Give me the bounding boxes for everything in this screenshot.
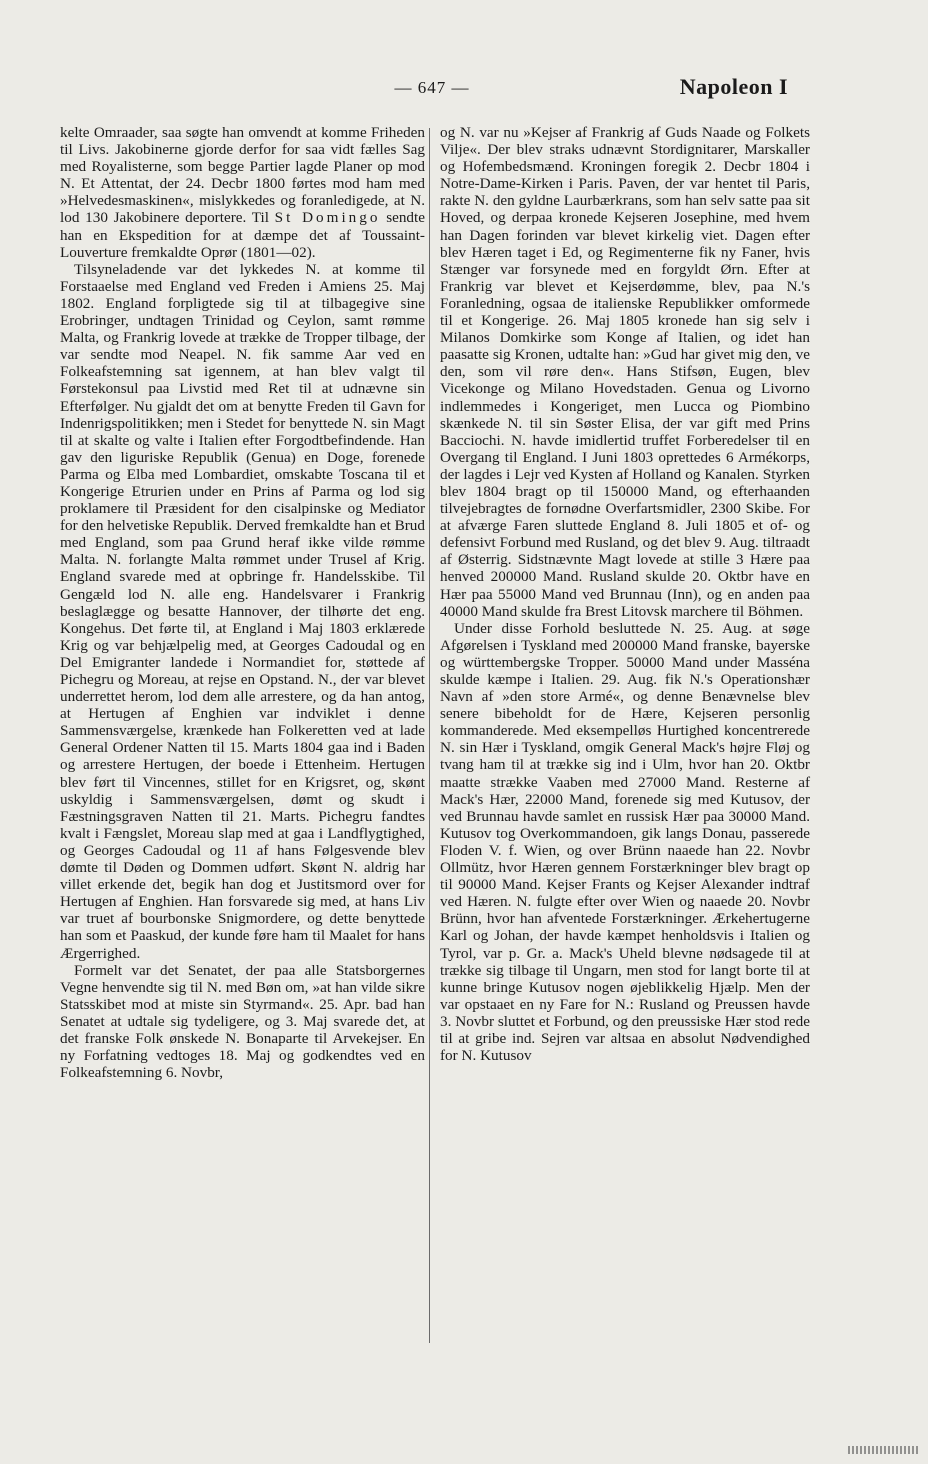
left-paragraph-3: Formelt var det Senatet, der paa alle Statsborgernes Vegne henvendte sig til N. med Bøn om, »at han vilde sikre Statsskibet mod at miste sin Styrmand«. 25. Apr. bad han Senatet at udtale sig tydeligere, og 3. Maj svarede det, at det franske Folk ønskede N. Bonaparte til Arvekejser. En ny Forfatning vedtoges 18. Maj og godkendtes ved en Folkeafstemning 6. Novbr, xyxy=(60,961,425,1082)
page-number: — 647 — xyxy=(394,78,470,97)
right-paragraph-2: Under disse Forhold besluttede N. 25. Aug. at søge Afgørelsen i Tyskland med 200000 Mand franske, bayerske og württembergske Tropper. 50000 Mand under Masséna skulde kæmpe i Italien. 29. Aug. fik N.'s Operationshær Navn af »den store Armé«, og denne Benævnelse blev senere bibeholdt for de Hære, Kejseren personlig kommanderede. Med eksempelløs Hurtighed koncentrerede N. sin Hær i Tyskland, omgik General Mack's højre Fløj og tvang ham til at trække sig ind i Ulm, hvor han 20. Oktbr maatte strække Vaaben med 27000 Mand. Resterne af Mack's Hær, 22000 Mand, forenede sig med Kutusov, der ved Brunnau havde samlet en russisk Hær paa 30000 Mand. Kutusov tog Overkommandoen, gik langs Donau, passerede Floden V. f. Wien, og over Brünn naaede han 22. Novbr Ollmütz, hvor Hæren gennem Forstærkninger blev bragt op til 90000 Mand. Kejser Frants og Kejser Alexander indtraf ved Hæren. N. fulgte efter over Wien og naaede 20. Novbr Brünn, hvor han afventede Forstærkninger. Ærkehertugerne Karl og Johan, der havde kæmpet henholdsvis i Italien og Tyrol, var p. Gr. a. Mack's Uheld blevne nødsagede til at trække sig tilbage til Ungarn, men stod for langt borte til at kunne bringe Kutusov nogen øjeblikkelig Hjælp. Men der var opstaaet en ny Fare for N.: Rusland og Preussen havde 3. Novbr sluttet et Forbund, og den preussiske Hær stod rede til at gribe ind. Sejren var altsaa en absolut Nødvendighed for N. Kutusov xyxy=(440,619,810,1065)
left-p1-text-b: sendte han en Ekspedition for at dæmpe det af Toussaint-Louverture fremkaldte Oprør (1801—02). xyxy=(60,209,425,261)
running-head: Napoleon I xyxy=(679,74,788,99)
left-paragraph-2: Tilsyneladende var det lykkedes N. at komme til Forstaaelse med England ved Freden i Amiens 25. Maj 1802. England forpligtede sig til at tilbagegive sine Erobringer, undtagen Trinidad og Ceylon, samt rømme Malta, og Frankrig lovede at trække de Tropper tilbage, der var sendte mod Neapel. N. fik samme Aar ved en Folkeafstemning sat igennem, at han blev valgt til Førstekonsul paa Livstid med Ret til at udnævne sin Efterfølger. Nu gjaldt det om at benytte Freden til Gavn for Indenrigspolitikken; men i Stedet for benyttede N. sin Magt til at skalte og valte i Italien efter Forgodtbefindende. Han gav den liguriske Republik (Genua) en Doge, forenede Parma og Elba med Lombardiet, omskabte Toscana til et Kongerige Etrurien under en Prins af Parma og lod sig proklamere til Præsident for den cisalpinske og Mediator for den helvetiske Republik. Derved fremkaldte han et Brud med England, som paa Grund heraf ikke vilde rømme Malta. N. forlangte Malta rømmet under Trusel af Krig. England svarede med at opbringe fr. Handelsskibe. Til Gengæld lod N. alle eng. Handelsvarer i Frankrig beslaglægge og besatte Hannover, der tilhørte det eng. Kongehus. Det førte til, at England i Maj 1803 erklærede Krig og var behjælpelig med, at Georges Cadoudal og en Del Emigranter landede i Normandiet for, støttede af Pichegru og Moreau, at rejse en Opstand. N., der var blevet underrettet herom, lod dem alle arrestere, og da han antog, at Hertugen af Enghien var indviklet i denne Sammensværgelse, krænkede han Folkeretten ved at lade General Ordener Natten til 15. Marts 1804 gaa ind i Baden og arrestere Hertugen, der boede i Ettenheim. Hertugen blev ført til Vincennes, stillet for en Krigsret, og, skønt uskyldig i Sammensværgelsen, dømt og skudt i Fæstningsgraven Natten til 21. Marts. Pichegru fandtes kvalt i Fængslet, Moreau slap med at gaa i Landflygtighed, og Georges Cadoudal og 11 af hans Følgesvende blev dømte til Døden og Dommen udført. Skønt N. aldrig har villet erkende det, begik han dog et Justitsmord over for Hertugen af Enghien. Han forsvarede sig med, at hans Liv var truet af bourbonske Snigmordere, og dette benyttede han som et Paaskud, der kunde føre ham til Maalet for hans Ærgerrighed. xyxy=(60,260,425,962)
left-paragraph-1 xyxy=(60,124,425,261)
left-column xyxy=(60,124,425,1081)
scan-mark xyxy=(848,1446,918,1454)
right-column xyxy=(440,124,810,1064)
column-divider xyxy=(429,128,430,1343)
left-p1-spaced-name: St Domingo xyxy=(274,209,381,227)
right-paragraph-1: og N. var nu »Kejser af Frankrig af Guds Naade og Folkets Vilje«. Der blev straks udnævnt Stordignitarer, Marskaller og Hofembedsmænd. Kroningen foregik 2. Decbr 1804 i Notre-Dame-Kirken i Paris. Paven, der var hentet til Paris, rakte N. den gyldne Laurbærkrans, som han selv satte paa sit Hoved, og derpaa kronede Kejseren Josephine, med hvem han Dagen forinden var blevet kirkelig viet. Dagen efter blev Hæren taget i Ed, og Regimenterne fik ny Faner, hvis Stænger var forsynede med en forgyldt Ørn. Efter at Frankrig var blevet et Kejserdømme, blev, paa N.'s Foranledning, ogsaa de italienske Republikker omformede til et Kongerige. 26. Maj 1805 kronede han sig selv i Milanos Domkirke som Konge af Italien, og idet han paasatte sig Kronen, udtalte han: »Gud har givet mig den, ve den, som vil røre den«. Hans Stifsøn, Eugen, blev Vicekonge og Milano Hovedstaden. Genua og Livorno indlemmedes i Kongeriget, men Lucca og Piombino skænkede N. til sin Søster Elisa, der var gift med Prins Bacciochi. N. havde imidlertid truffet Forberedelser til en Overgang til England. I Juni 1803 oprettedes 6 Armékorps, der lagdes i Lejr ved Kysten af Holland og Kanalen. Styrken blev 1804 bragt op til 150000 Mand, og efterhaanden tilvejebragtes de fornødne Overfartsmidler, 2300 Skibe. For at afværge Faren sluttede England 8. Juli 1805 et of- og defensivt Forbund med Rusland, og det blev 9. Aug. tiltraadt af Østerrig. Sidstnævnte Magt lovede at stille 3 Hære paa henved 200000 Mand. Rusland skulde 20. Oktbr have en Hær paa 55000 Mand ved Brunnau (Inn), og en anden paa 40000 Mand skulde fra Brest Litovsk marchere til Böhmen. xyxy=(440,124,810,620)
left-p1-text-a: kelte Omraader, saa søgte han omvendt at komme Friheden til Livs. Jakobinerne gjorde derfor for saa vidt fælles Sag med Royalisterne, som begge Partier lagde Planer op mod N. Et Attentat, der 24. Decbr 1800 førtes mod ham med »Helvedesmaskinen«, mislykkedes og foranledigede, at N. lod 130 Jakobinere deportere. Til xyxy=(60,124,425,227)
